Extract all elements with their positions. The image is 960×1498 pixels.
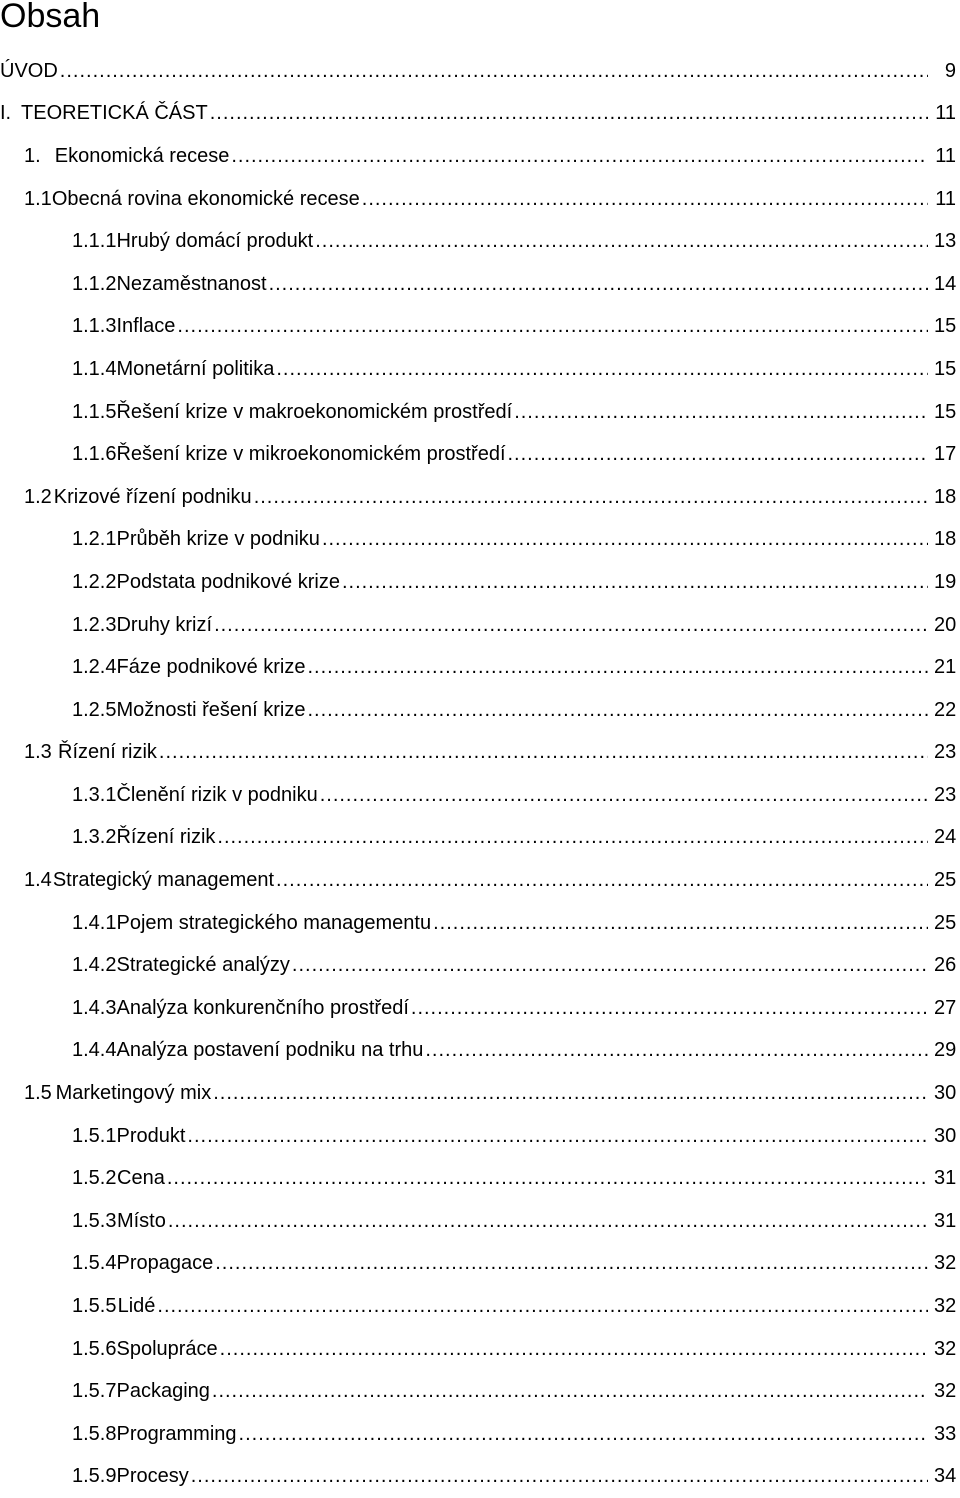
toc-entry-page-number: 20 (928, 614, 960, 637)
toc-entry-page-number: 23 (928, 741, 960, 764)
toc-entry-title: ÚVOD (0, 59, 58, 82)
toc-entry[interactable] (0, 93, 960, 136)
toc-entry-page-number: 30 (928, 1125, 960, 1148)
toc-entry-number: 1.5.1 (72, 1124, 117, 1147)
toc-entry-number: 1.5.9 (72, 1465, 117, 1488)
toc-entry-page-number: 25 (928, 869, 960, 892)
dot-leader (342, 571, 928, 594)
toc-entry[interactable] (0, 1370, 960, 1413)
toc-entry-page-number: 15 (928, 401, 960, 424)
toc-entry[interactable] (0, 1413, 960, 1456)
toc-entry-number: 1.1.1 (72, 230, 117, 253)
toc-entry-title: Lidé (117, 1295, 156, 1318)
toc-entry-page-number: 34 (928, 1465, 960, 1488)
toc-entry-page-number: 18 (928, 486, 960, 509)
dot-leader (187, 1125, 928, 1148)
toc-entry-title: TEORETICKÁ ČÁST (21, 102, 208, 125)
toc-entry[interactable] (0, 561, 960, 604)
toc-entry[interactable] (0, 263, 960, 306)
toc-entry-number: 1.5.6 (72, 1337, 117, 1360)
toc-entry-number: 1.4.2 (72, 954, 117, 977)
toc-entry-number: 1.5 (24, 1082, 52, 1105)
toc-entry-page-number: 13 (928, 230, 960, 253)
toc-entry-page-number: 32 (928, 1338, 960, 1361)
toc-entry-title: Programming (116, 1422, 237, 1445)
toc-entry-page-number: 18 (928, 528, 960, 551)
toc-entry-number: 1.2.5 (72, 698, 117, 721)
toc-entry[interactable] (0, 135, 960, 178)
toc-entry[interactable] (0, 604, 960, 647)
toc-entry-number: 1.5.4 (72, 1252, 117, 1275)
toc-entry-number: 1.1.6 (72, 443, 117, 466)
toc-entry-number: 1.3.1 (72, 783, 117, 806)
toc-entry-title: Strategické analýzy (116, 954, 290, 977)
toc-entry-title: Propagace (116, 1252, 214, 1275)
toc-entry[interactable] (0, 178, 960, 221)
dot-leader (322, 528, 928, 551)
toc-entry-title: Spolupráce (116, 1337, 218, 1360)
toc-entry[interactable] (0, 476, 960, 519)
dot-leader (362, 188, 928, 211)
toc-entry-number: 1.2.3 (72, 613, 117, 636)
toc-entry-title: Hrubý domácí produkt (116, 230, 314, 253)
toc-entry-page-number: 22 (928, 699, 960, 722)
dot-leader (168, 1210, 928, 1233)
toc-entry-page-number: 11 (928, 102, 960, 125)
toc-entry[interactable] (0, 1200, 960, 1243)
toc-entry-page-number: 25 (928, 912, 960, 935)
toc-entry-title: Analýza konkurenčního prostředí (116, 996, 409, 1019)
toc-entry-title: Řízení rizik (58, 741, 157, 764)
toc-entry[interactable] (0, 433, 960, 476)
toc-entry-page-number: 32 (928, 1295, 960, 1318)
dot-leader (191, 1465, 928, 1488)
toc-entry-title: Marketingový mix (55, 1082, 212, 1105)
toc-entry-title: Členění rizik v podniku (116, 783, 318, 806)
dot-leader (210, 102, 928, 125)
toc-entry[interactable] (0, 50, 960, 93)
toc-entry-page-number: 30 (928, 1082, 960, 1105)
toc-entry-page-number: 32 (928, 1252, 960, 1275)
toc-entry[interactable] (0, 1115, 960, 1158)
dot-leader (433, 912, 928, 935)
page-title: Obsah (0, 0, 101, 35)
toc-entry-title: Možnosti řešení krize (116, 698, 306, 721)
toc-entry-title: Řízení rizik (116, 826, 216, 849)
toc-entry-page-number: 11 (928, 188, 960, 211)
toc-entry-title: Produkt (116, 1124, 186, 1147)
dot-leader (215, 1252, 928, 1275)
toc-entry-title: Krizové řízení podniku (53, 485, 252, 508)
toc-entry[interactable] (0, 646, 960, 689)
toc-entry[interactable] (0, 1456, 960, 1498)
toc-entry-page-number: 15 (928, 358, 960, 381)
toc-entry-title: Obecná rovina ekonomické recese (51, 187, 360, 210)
toc-entry-page-number: 31 (928, 1167, 960, 1190)
toc-entry[interactable] (0, 774, 960, 817)
toc-entry-title: Průběh krize v podniku (116, 528, 320, 551)
dot-leader (167, 1167, 928, 1190)
toc-entry-page-number: 31 (928, 1210, 960, 1233)
dot-leader (217, 826, 928, 849)
dot-leader (159, 741, 928, 764)
toc-entry-page-number: 29 (928, 1039, 960, 1062)
toc-entry-number: 1.2.4 (72, 656, 117, 679)
dot-leader (508, 443, 929, 466)
toc-entry-number: 1.3 (24, 741, 52, 764)
toc-entry-number: 1.4.4 (72, 1039, 117, 1062)
toc-entry-page-number: 19 (928, 571, 960, 594)
toc-entry-page-number: 23 (928, 784, 960, 807)
toc-entry-page-number: 26 (928, 954, 960, 977)
dot-leader (231, 145, 928, 168)
toc-entry[interactable] (0, 902, 960, 945)
toc-entry-number: 1.5.5 (72, 1295, 117, 1318)
toc-entry-number: 1.1.4 (72, 357, 117, 380)
toc-entry-number: 1.1 (24, 187, 52, 210)
dot-leader (239, 1423, 928, 1446)
dot-leader (177, 315, 928, 338)
toc-entry[interactable] (0, 519, 960, 562)
toc-entry-page-number: 9 (928, 60, 960, 83)
toc-entry[interactable] (0, 1328, 960, 1371)
dot-leader (157, 1295, 928, 1318)
dot-leader (307, 656, 928, 679)
dot-leader (292, 954, 928, 977)
toc-entry-title: Řešení krize v mikroekonomickém prostředí (116, 443, 506, 466)
toc-entry-page-number: 32 (928, 1380, 960, 1403)
toc-entry-title: Monetární politika (116, 357, 275, 380)
toc-entry[interactable] (0, 859, 960, 902)
dot-leader (307, 699, 928, 722)
toc-entry-title: Analýza postavení podniku na trhu (116, 1039, 424, 1062)
toc-entry-number: 1. (24, 144, 41, 167)
toc-entry-number: 1.4 (24, 869, 52, 892)
toc-entry-page-number: 21 (928, 656, 960, 679)
toc-entry-title: Procesy (116, 1465, 189, 1488)
toc-entry-page-number: 15 (928, 315, 960, 338)
toc-entry-title: Inflace (116, 315, 176, 338)
table-of-contents (0, 50, 960, 1498)
toc-entry-number: 1.5.3 (72, 1209, 117, 1232)
toc-entry[interactable] (0, 944, 960, 987)
toc-entry[interactable] (0, 987, 960, 1030)
toc-entry-number: 1.4.1 (72, 911, 117, 934)
toc-entry-number: 1.4.3 (72, 996, 117, 1019)
toc-entry-title: Fáze podnikové krize (116, 656, 306, 679)
toc-entry-number: 1.2 (24, 485, 52, 508)
dot-leader (276, 358, 928, 381)
dot-leader (320, 784, 928, 807)
dot-leader (214, 614, 928, 637)
toc-entry[interactable] (0, 391, 960, 434)
toc-entry[interactable] (0, 1030, 960, 1073)
toc-entry-number: 1.1.3 (72, 315, 117, 338)
dot-leader (213, 1082, 928, 1105)
toc-entry-number: 1.3.2 (72, 826, 117, 849)
toc-entry-title: Strategický management (52, 869, 275, 892)
toc-entry[interactable] (0, 689, 960, 732)
dot-leader (514, 401, 928, 424)
toc-entry-page-number: 17 (928, 443, 960, 466)
dot-leader (425, 1039, 928, 1062)
toc-entry[interactable] (0, 1285, 960, 1328)
toc-entry-title: Druhy krizí (116, 613, 213, 636)
toc-entry-page-number: 24 (928, 826, 960, 849)
toc-entry-number: 1.2.2 (72, 570, 117, 593)
toc-entry-title: Nezaměstnanost (116, 272, 267, 295)
toc-entry-title: Ekonomická recese (54, 144, 230, 167)
dot-leader (212, 1380, 928, 1403)
dot-leader (254, 486, 928, 509)
toc-entry[interactable] (0, 1157, 960, 1200)
toc-entry-title: Řešení krize v makroekonomickém prostředí (116, 400, 513, 423)
toc-entry-number: 1.1.5 (72, 400, 117, 423)
toc-entry[interactable] (0, 732, 960, 775)
dot-leader (276, 869, 928, 892)
toc-entry-number: 1.5.7 (72, 1380, 117, 1403)
toc-entry-page-number: 14 (928, 273, 960, 296)
toc-entry-title: Pojem strategického managementu (116, 911, 432, 934)
toc-entry[interactable] (0, 817, 960, 860)
dot-leader (220, 1338, 928, 1361)
toc-entry-number: I. (0, 102, 12, 125)
toc-entry-page-number: 33 (928, 1423, 960, 1446)
toc-entry-number: 1.1.2 (72, 272, 117, 295)
toc-entry-title: Packaging (116, 1380, 210, 1403)
dot-leader (411, 997, 928, 1020)
toc-entry-title: Místo (116, 1209, 166, 1232)
toc-entry[interactable] (0, 220, 960, 263)
dot-leader (269, 273, 928, 296)
toc-entry[interactable] (0, 1243, 960, 1286)
toc-entry[interactable] (0, 306, 960, 349)
toc-entry-title: Podstata podnikové krize (116, 570, 340, 593)
toc-entry-number: 1.5.8 (72, 1422, 117, 1445)
dot-leader (60, 60, 928, 83)
toc-entry-number: 1.5.2 (72, 1167, 117, 1190)
toc-entry[interactable] (0, 348, 960, 391)
toc-entry[interactable] (0, 1072, 960, 1115)
toc-entry-page-number: 11 (928, 145, 960, 168)
toc-entry-title: Cena (117, 1167, 165, 1190)
toc-entry-number: 1.2.1 (72, 528, 117, 551)
dot-leader (315, 230, 928, 253)
toc-entry-page-number: 27 (928, 997, 960, 1020)
